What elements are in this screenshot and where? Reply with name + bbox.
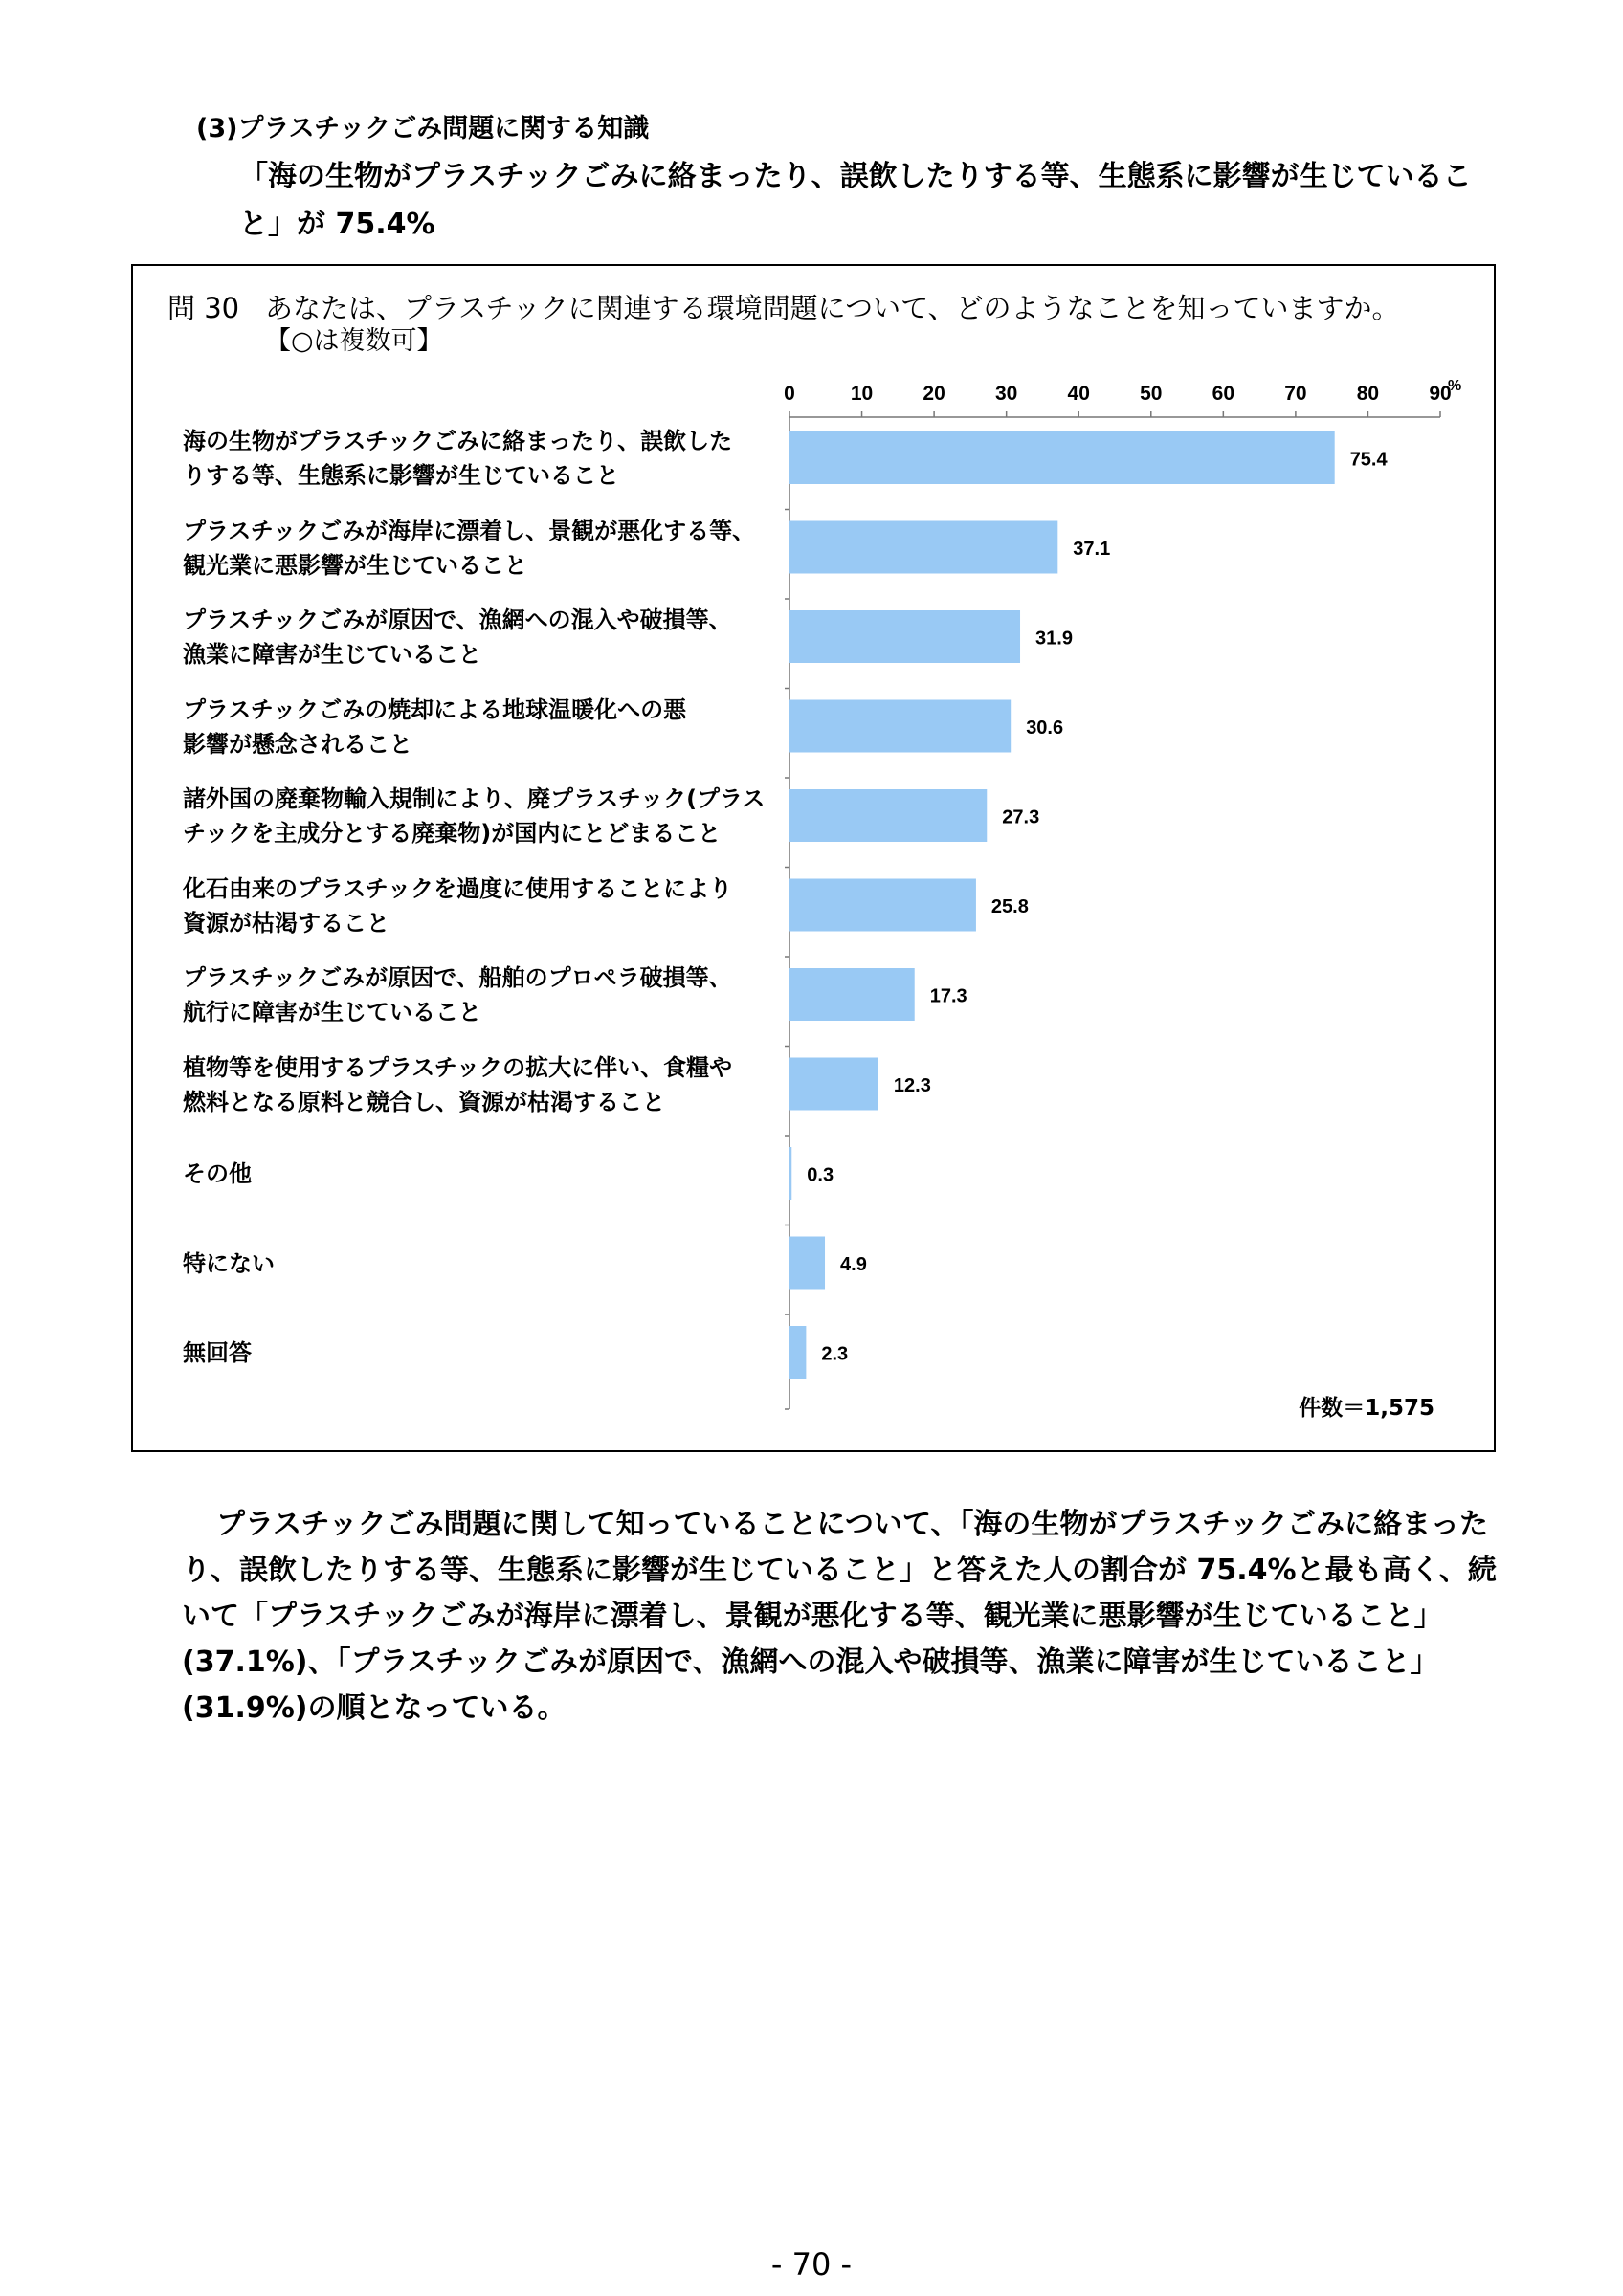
bar-value-label: 27.3 xyxy=(1002,806,1040,828)
category-label-line: プラスチックごみが原因で、船舶のプロペラ破損等、 xyxy=(183,964,732,991)
bar xyxy=(789,879,976,932)
bar-value-label: 31.9 xyxy=(1035,628,1073,650)
category-label-line: 資源が枯渇すること xyxy=(183,909,389,937)
x-tick-label: 60 xyxy=(1212,383,1235,405)
category-label-line: 燃料となる原料と競合し、資源が枯渇すること xyxy=(183,1088,665,1115)
bar xyxy=(789,700,1011,753)
category-label-line: 影響が懸念されること xyxy=(183,730,412,758)
x-axis-unit: % xyxy=(1448,378,1462,394)
question-text: あなたは、プラスチックに関連する環境問題について、どのようなことを知っていますか。 xyxy=(265,292,1400,324)
bar-chart xyxy=(133,266,1494,1450)
bar xyxy=(789,610,1020,663)
bar-value-label: 25.8 xyxy=(990,896,1029,917)
page-number: - 70 - xyxy=(770,2246,853,2283)
category-label-line: 特にない xyxy=(183,1249,275,1277)
bar xyxy=(789,968,915,1021)
category-label-line: その他 xyxy=(183,1160,252,1187)
category-label-line: 諸外国の廃棄物輸入規制により、廃プラスチック(プラス xyxy=(183,785,766,812)
bar xyxy=(789,1326,806,1379)
bar-value-label: 37.1 xyxy=(1073,539,1111,560)
category-label-line: プラスチックごみが原因で、漁網への混入や破損等、 xyxy=(183,607,732,633)
x-tick-label: 90 xyxy=(1429,383,1452,405)
body-paragraph xyxy=(182,1502,1512,1732)
x-tick-label: 80 xyxy=(1356,383,1380,405)
bar-value-label: 4.9 xyxy=(840,1254,867,1275)
bar-value-label: 30.6 xyxy=(1026,718,1064,739)
x-tick-label: 20 xyxy=(923,383,945,405)
bar xyxy=(789,1058,878,1111)
bar xyxy=(789,1237,825,1290)
bar-value-label: 17.3 xyxy=(929,985,967,1007)
bar xyxy=(789,431,1335,484)
category-label-line: 無回答 xyxy=(183,1339,252,1366)
category-label-line: プラスチックごみの焼却による地球温暖化への悪 xyxy=(183,695,687,723)
bar xyxy=(789,789,987,842)
bar-value-label: 12.3 xyxy=(893,1075,931,1096)
section-summary: 「海の生物がプラスチックごみに絡まったり、誤飲したりする等、生態系に影響が生じていること」が 75.4% xyxy=(239,160,1472,241)
bar-value-label: 2.3 xyxy=(821,1343,849,1365)
category-label-line: プラスチックごみが海岸に漂着し、景観が悪化する等、 xyxy=(183,517,756,544)
category-label-line: チックを主成分とする廃棄物)が国内にとどまること xyxy=(183,820,722,847)
x-tick-label: 50 xyxy=(1140,383,1163,405)
body-paragraph-text: プラスチックごみ問題に関して知っていることについて、「海の生物がプラスチックごみに絡まったり、誤飲したりする等、生態系に影響が生じていること」と答えた人の割合が 75.4%と最も高く、続いて「プラスチックごみが海岸に漂着し、景観が悪化する等、観光業に悪影響が生じていること」(37.1%)、「プラスチックごみが原因で、漁網への混入や破損等、漁業に障害が生じていること」(31.9%)の順となっている。 xyxy=(182,1508,1497,1725)
sample-count: 件数＝1,575 xyxy=(1299,1396,1434,1421)
x-tick-label: 70 xyxy=(1284,383,1307,405)
category-label-line: 植物等を使用するプラスチックの拡大に伴い、食糧や xyxy=(183,1053,733,1081)
category-label-line: りする等、生態系に影響が生じていること xyxy=(183,462,619,489)
question-note: 【○は複数可】 xyxy=(265,326,443,356)
x-tick-label: 40 xyxy=(1067,383,1090,405)
question-number: 問 30 xyxy=(167,292,240,324)
category-label-line: 航行に障害が生じていること xyxy=(183,999,481,1026)
bar-value-label: 0.3 xyxy=(807,1164,834,1186)
category-label-line: 漁業に障害が生じていること xyxy=(183,641,481,668)
category-label-line: 化石由来のプラスチックを過度に使用することにより xyxy=(183,874,733,902)
x-tick-label: 0 xyxy=(784,383,795,405)
bar-value-label: 75.4 xyxy=(1349,449,1388,471)
question-box xyxy=(131,264,1496,1452)
category-label-line: 観光業に悪影響が生じていること xyxy=(183,551,527,579)
x-tick-label: 10 xyxy=(850,383,874,405)
bar xyxy=(789,1147,791,1200)
category-label-line: 海の生物がプラスチックごみに絡まったり、誤飲した xyxy=(183,428,733,454)
x-tick-label: 30 xyxy=(994,383,1018,405)
bar xyxy=(789,521,1057,574)
section-heading: (3)プラスチックごみ問題に関する知識 xyxy=(196,114,650,144)
